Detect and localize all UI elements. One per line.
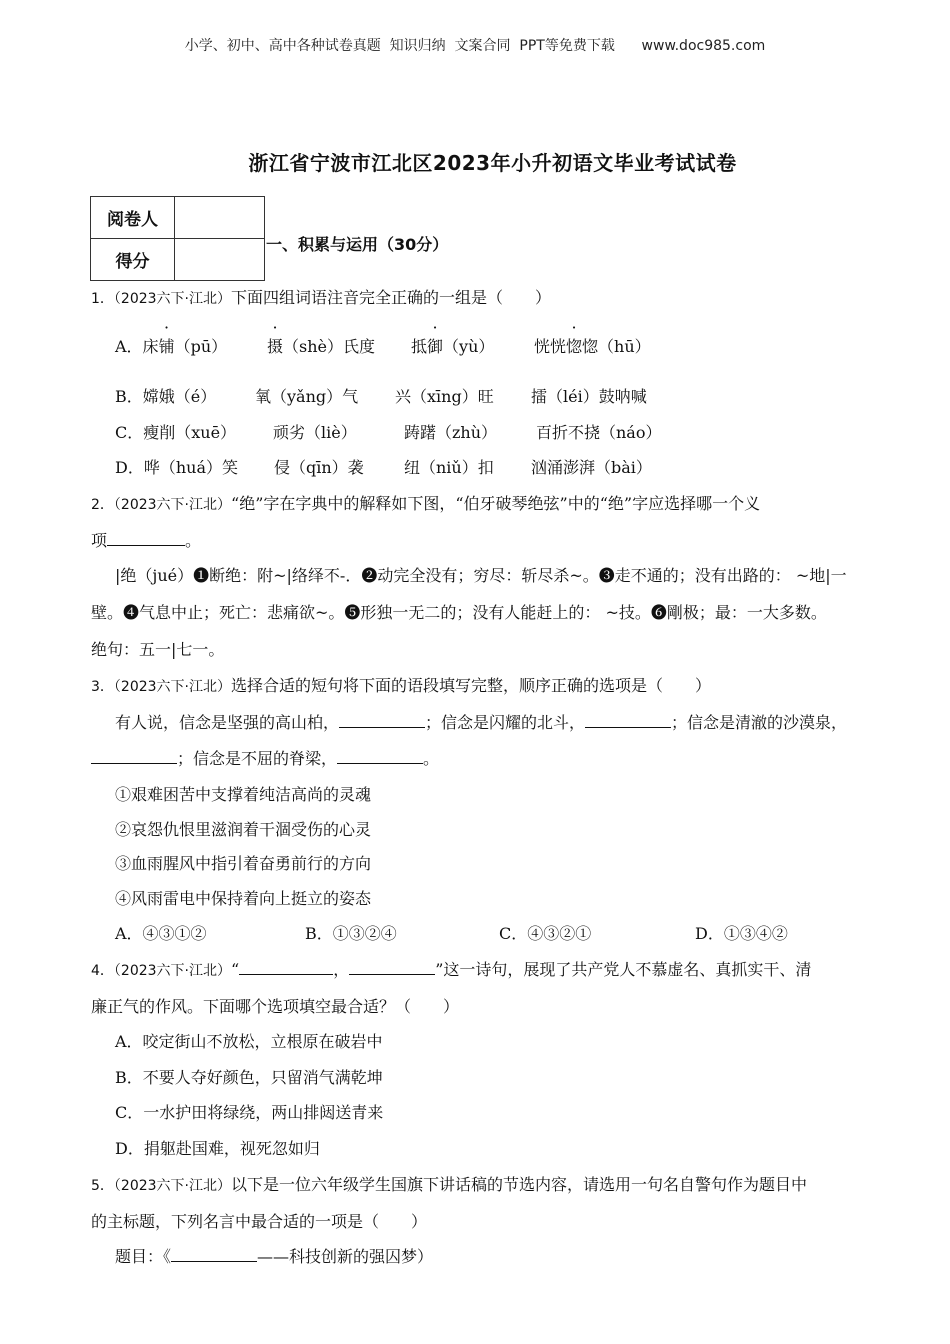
page-header: 小学、初中、高中各种试卷真题 知识归纳 文案合同 PPT等免费下载 www.doc985.com — [184, 38, 766, 54]
question-3-stem: 3．（2023六下·江北）选择合适的短句将下面的语段填写完整，顺序正确的选项是（ ） — [91, 676, 712, 695]
page-title: 浙江省宁波市江北区2023年小升初语文毕业考试试卷 — [248, 151, 737, 175]
question-1-option-c: C．瘦削（xuē） 顽劣（liè） 踌躇（zhù） 百折不挠（náo） — [115, 423, 662, 442]
section-heading: 一、积累与运用（30分） — [266, 235, 449, 254]
dictionary-definition-1: |绝（jué）❶断绝：附~|络绎不-．❷动完全没有；穷尽：斩尽杀~。❸走不通的；没有出路的： ~地|一 — [115, 566, 847, 585]
answer-blank[interactable] — [107, 529, 185, 546]
question-4-option-c: C．一水护田将绿绕，两山排闼送青来 — [115, 1103, 384, 1122]
answer-blank[interactable] — [339, 711, 425, 728]
question-3-item-1: ①艰难困苦中支撑着纯洁高尚的灵魂 — [115, 785, 372, 804]
dictionary-definition-2: 壁。❹气息中止；死亡：悲痛欲~。❺形独一无二的；没有人能赶上的： ~技。❻剛极；最：一大多数。 — [91, 603, 827, 622]
dictionary-definition-3: 绝句：五一|七一。 — [91, 640, 225, 659]
question-4-option-a: A．咬定街山不放松，立根原在破岩中 — [115, 1032, 383, 1051]
question-4-option-d: D．捐躯赴国难，视死忽如归 — [115, 1139, 320, 1158]
grader-table — [90, 196, 265, 281]
question-5-topic: 题目：《 ——科技创新的强囚梦） — [115, 1247, 434, 1266]
score-value — [175, 239, 265, 281]
answer-blank[interactable] — [337, 747, 423, 764]
answer-blank[interactable] — [239, 958, 333, 975]
answer-blank[interactable] — [91, 747, 177, 764]
question-1-stem: 1．（2023六下·江北）下面四组词语注音完全正确的一组是（ ） — [91, 288, 552, 307]
answer-blank[interactable] — [349, 958, 435, 975]
question-5-stem: 5．（2023六下·江北）以下是一位六年级学生国旗下讲话稿的节选内容，请选用一句名自警句作为题目中 — [91, 1175, 808, 1194]
question-3-passage-line1: 有人说，信念是坚强的高山柏， ；信念是闪耀的北斗， ；信念是清澈的沙漠泉， — [115, 713, 848, 732]
question-3-item-2: ②哀怨仇恨里滋润着干涸受伤的心灵 — [115, 820, 372, 839]
question-5-line2: 的主标题，下列名言中最合适的一项是（ ） — [91, 1212, 428, 1231]
answer-blank[interactable] — [585, 711, 671, 728]
reader-value — [175, 197, 265, 239]
question-3-options: A．④③①② B．①③②④ C．④③②① D．①③④② — [115, 924, 788, 943]
question-4-option-b: B．不要人夺好颜色，只留消气满乾坤 — [115, 1068, 383, 1087]
question-2-line2: 项 。 — [91, 531, 202, 550]
question-1-option-b: B．嫦娥（é） 氧（yǎng）气 兴（xīng）旺 擂（léi）鼓呐喊 — [115, 387, 647, 406]
reader-label: 阅卷人 — [91, 197, 175, 239]
question-2-stem: 2．（2023六下·江北）“绝”字在字典中的解释如下图，“伯牙破琴绝弦”中的“绝”字应选择哪一个义 — [91, 494, 761, 513]
question-1-option-a: A．床铺（pū） 摄（shè）氏度 抵御（yù） 恍恍惚惚（hū） — [115, 337, 651, 356]
answer-blank[interactable] — [171, 1245, 257, 1262]
question-3-passage-line2: ；信念是不屈的脊梁， 。 — [91, 746, 439, 769]
question-3-item-3: ③血雨腥风中指引着奋勇前行的方向 — [115, 854, 372, 873]
question-1-option-d: D．哗（huá）笑 侵（qīn）袭 纽（niǔ）扣 汹涌澎湃（bài） — [115, 458, 652, 477]
question-3-item-4: ④风雨雷电中保持着向上挺立的姿态 — [115, 889, 372, 908]
question-4-line2: 廉正气的作风。下面哪个选项填空最合适？（ ） — [91, 997, 460, 1016]
score-label: 得分 — [91, 239, 175, 281]
question-4-stem: 4．（2023六下·江北）“ ， ”这一诗句，展现了共产党人不慕虚名、真抓实干、清 — [91, 960, 812, 979]
